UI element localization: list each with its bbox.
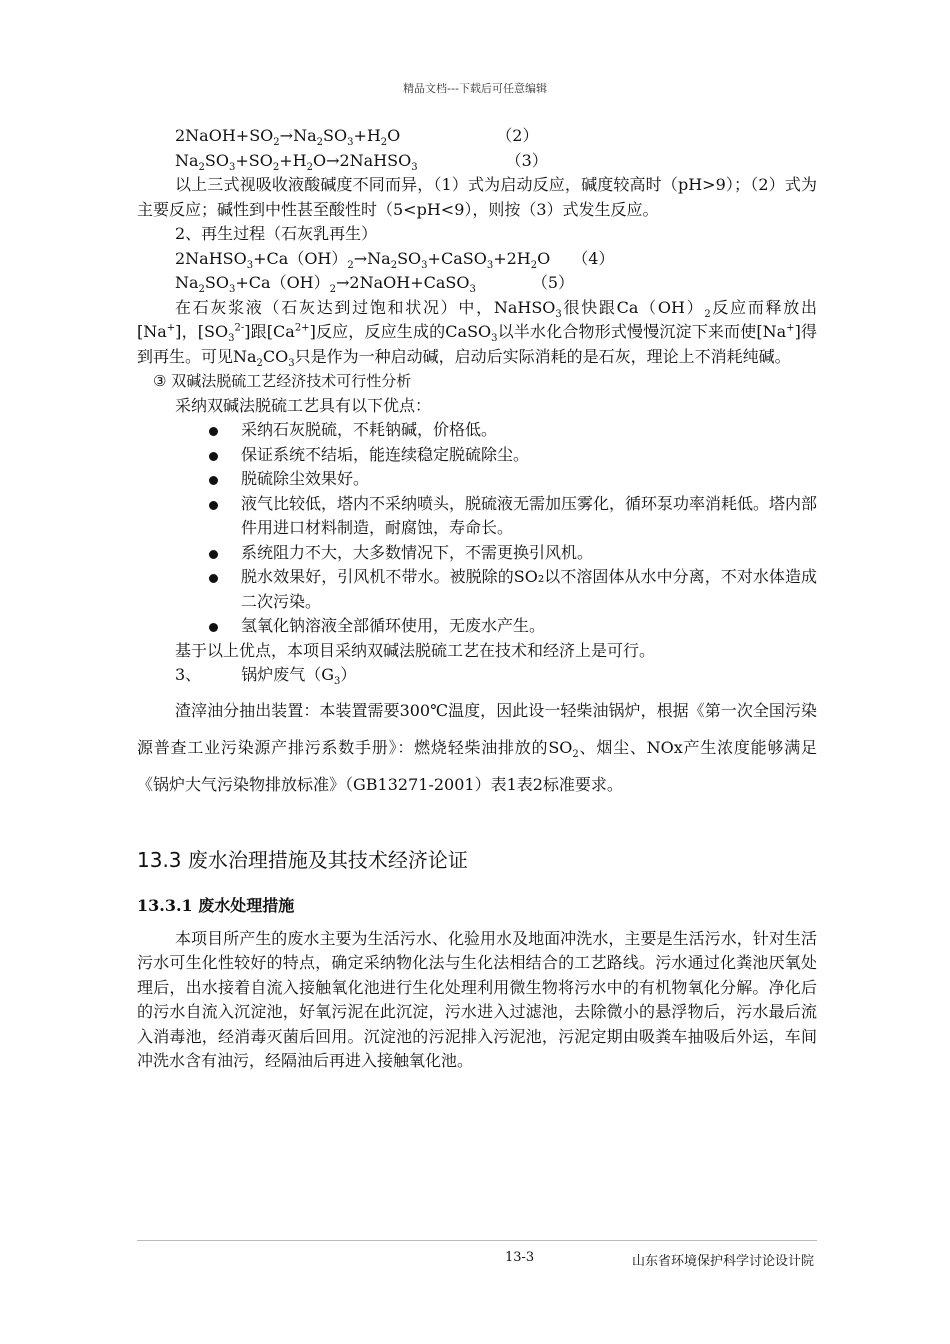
list-item: 脱水效果好，引风机不带水。被脱除的SO₂以不溶固体从水中分离，不对水体造成二次污染。 <box>209 565 817 614</box>
equation-3: $Na_2SO_3+SO_2+H_2O\to 2NaHSO_3$ （3） <box>175 150 548 173</box>
advantages-list <box>137 418 817 639</box>
institute-name: 山东省环境保护科学讨论设计院 <box>631 1254 814 1269</box>
equation-number: （5） <box>531 273 575 292</box>
bullet-icon <box>209 623 218 632</box>
bullet-icon <box>209 501 218 510</box>
list-item: 保证系统不结垢，能连续稳定脱硫除尘。 <box>209 443 817 468</box>
equation-number: （3） <box>505 150 548 170</box>
list-item: 液气比较低，塔内不采纳喷头，脱硫液无需加压雾化，循环泵功率消耗低。塔内部件用进口材料制造，耐腐蚀，寿命长。 <box>209 492 817 541</box>
section-heading: 13.3 废水治理措施及其技术经济论证 <box>137 847 468 872</box>
regeneration-title: 2、再生过程（石灰乳再生） <box>175 224 378 243</box>
list-item: 脱硫除尘效果好。 <box>209 467 817 492</box>
subsection-heading: 13.3.1 废水处理措施 <box>137 895 295 915</box>
boiler-section-title: 3、 锅炉废气$(G_3)$ <box>175 665 357 688</box>
bullet-icon <box>209 550 218 559</box>
page-header: 精品文档---下载后可任意编辑 <box>403 82 547 95</box>
section-feasibility-title: ③ 双碱法脱硫工艺经济技术可行性分析 <box>153 372 412 390</box>
equation-number: （2） <box>496 126 539 145</box>
document-body <box>137 124 817 1074</box>
list-item: 系统阻力不大，大多数情况下，不需更换引风机。 <box>209 541 817 566</box>
advantages-intro: 采纳双碱法脱硫工艺具有以下优点： <box>175 395 432 415</box>
bullet-icon <box>209 452 218 461</box>
bullet-icon <box>209 427 218 436</box>
paragraph-boiler: 渣滓油分抽出装置：本装置需要300℃温度，因此设一轻柴油锅炉，根据《第一次全国污染源普查工业污染源产排污系数手册》：燃烧轻柴油排放的$SO_2$、烟尘、NOx产生浓度能够满足《锅炉大气污染物排放标准》（GB13271-2001）表1表2标准要求。 <box>137 700 817 794</box>
paragraph-regeneration: 在石灰浆液（石灰达到过饱和状况）中，NaHSO$_3$很快跟$Ca(OH)_2$反应而释放出[Na+]，$[SO_3^{2-}]$跟$[Ca^{2+}]$反应，反应生成的CaSO$_3$以半水化合物形式慢慢沉淀下来而使[Na+]得到再生。可见$Na_2CO_3$只是作为一种启动碱，启动后实际消耗的是石灰，理论上不消耗纯碱。 <box>137 297 817 369</box>
paragraph-wastewater: 本项目所产生的废水主要为生活污水、化验用水及地面冲洗水，主要是生活污水，针对生活污水可生化性较好的特点，确定采纳物化法与生化法相结合的工艺路线。污水通过化粪池厌氧处理后，出水接着自流入接触氧化池进行生化处理利用微生物将污水中的有机物氧化分解。净化后的污水自流入沉淀池，好氧污泥在此沉淀，污水进入过滤池，去除微小的悬浮物后，污水最后流入消毒池，经消毒灭菌后回用。沉淀池的污泥排入污泥池，污泥定期由吸粪车抽吸后外运，车间冲洗水含有油污，经隔油后再进入接触氧化池。 <box>137 928 817 1070</box>
paragraph-reaction-conditions: 以上三式视吸收液酸碱度不同而异，（1）式为启动反应，碱度较高时（pH>9）；（2）式为主要反应；碱性到中性甚至酸性时（5<pH<9），则按（3）式发生反应。 <box>137 175 817 219</box>
bullet-icon <box>209 476 218 485</box>
equation-5: $Na_2SO_3+Ca(OH)_2\to 2NaOH+CaSO_3$ （5） <box>175 273 575 296</box>
equation-2: $2NaOH+SO_2\to Na_2SO_3+H_2O$ （2） <box>175 126 539 149</box>
list-item: 采纳石灰脱硫，不耗钠碱，价格低。 <box>209 418 817 443</box>
conclusion: 基于以上优点，本项目采纳双碱法脱硫工艺在技术和经济上是可行。 <box>175 640 656 660</box>
footer-divider <box>137 1240 817 1241</box>
equation-4: $2NaHSO_3+Ca(OH)_2\to Na_2SO_3+CaSO_3+2H_2O$ （4） <box>175 248 615 271</box>
page-number: 13-3 <box>505 1250 535 1265</box>
equation-number: （4） <box>572 248 615 268</box>
bullet-icon <box>209 574 218 583</box>
list-item: 氢氧化钠溶液全部循环使用，无废水产生。 <box>209 614 817 639</box>
